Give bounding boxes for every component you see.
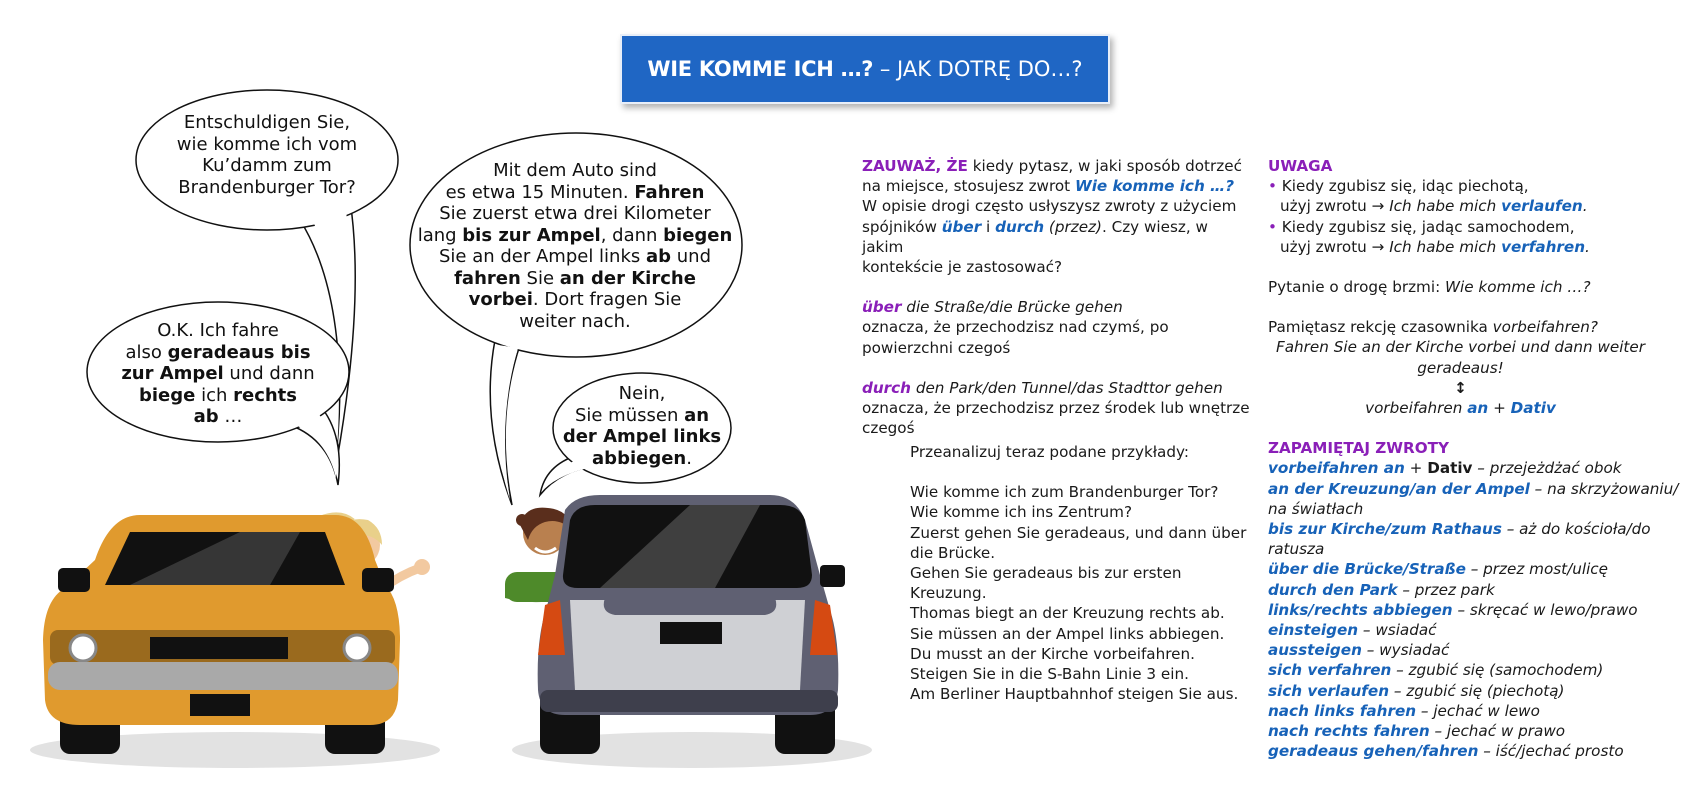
example-line: Steigen Sie in die S-Bahn Linie 3 ein. [910, 665, 1189, 684]
phrase-item: na światłach [1268, 499, 1364, 518]
phrase-item: über die Brücke/Straße – przez most/ulicę [1268, 560, 1608, 579]
phrase-item: aussteigen – wysiadać [1268, 641, 1450, 660]
rekcja-line: Pamiętasz rekcję czasownika vorbeifahren? [1268, 318, 1598, 337]
phrases-list [1268, 458, 1688, 761]
uwaga-column [1268, 156, 1688, 761]
bubble-woman-2-text: O.K. Ich fahre also geradeaus bis zur Ampel und dann biege ich rechts ab … [121, 320, 315, 427]
phrase-item: geradeaus gehen/fahren – iść/jechać prosto [1268, 742, 1624, 761]
example-line: Sie müssen an der Ampel links abbiegen. [910, 624, 1225, 643]
notes-column [862, 156, 1252, 438]
phrase-item: einsteigen – wsiadać [1268, 621, 1437, 640]
zauwaz-line-4: spójników über i durch (przez). Czy wiesz, w jakim [862, 217, 1208, 256]
phrase-item: links/rechts abbiegen – skręcać w lewo/prawo [1268, 600, 1638, 619]
uwaga-bullet-2-cont: użyj zwrotu → Ich habe mich verfahren. [1280, 237, 1590, 256]
uber-desc-2: powierzchni czegoś [862, 338, 1011, 357]
example-line: Wie komme ich ins Zentrum? [910, 503, 1133, 522]
uber-desc-1: oznacza, że przechodzisz nad czymś, po [862, 318, 1169, 337]
phrase-item: an der Kreuzung/an der Ampel – na skrzyżowaniu/ [1268, 479, 1679, 498]
examples-intro: Przeanalizuj teraz podane przykłady: [910, 443, 1190, 461]
example-line: Du musst an der Kirche vorbeifahren. [910, 644, 1195, 663]
phrase-item: nach links fahren – jechać w lewo [1268, 701, 1540, 720]
phrase-item: ratusza [1268, 540, 1325, 559]
examples-block [910, 442, 1260, 704]
zauwaz-line-5: kontekście je zastosować? [862, 258, 1063, 277]
uber-line: über die Straße/die Brücke gehen [862, 298, 1123, 317]
bubble-man-2-text: Nein, Sie müssen an der Ampel links abbiegen. [562, 383, 722, 469]
uwaga-bullet-1: • Kiedy zgubisz się, idąc piechotą, [1268, 177, 1529, 196]
phrase-item: sich verlaufen – zgubić się (piechotą) [1268, 681, 1565, 700]
example-line: die Brücke. [910, 543, 996, 562]
phrase-item: nach rechts fahren – jechać w prawo [1268, 722, 1566, 741]
example-line: Gehen Sie geradeaus bis zur ersten [910, 564, 1182, 583]
example-line: Kreuzung. [910, 584, 987, 603]
durch-desc-2: czegoś [862, 419, 915, 438]
page-title: WIE KOMME ICH …? – JAK DOTRĘ DO…? [647, 57, 1083, 81]
rekcja-example-1: Fahren Sie an der Kirche vorbei und dann weiter [1276, 338, 1645, 357]
phrases-heading: ZAPAMIĘTAJ ZWROTY [1268, 439, 1449, 458]
phrase-item: durch den Park – przez park [1268, 580, 1495, 599]
rekcja-example-2: geradeaus! [1417, 358, 1504, 377]
zauwaz-line-1: ZAUWAŻ, ŻE kiedy pytasz, w jaki sposób dotrzeć [862, 157, 1242, 175]
phrase-item: vorbeifahren an + Dativ – przejeżdżać obok [1268, 459, 1622, 478]
yellow-car [43, 515, 430, 754]
durch-desc-1: oznacza, że przechodzisz przez środek lub wnętrze [862, 399, 1250, 418]
example-line: Wie komme ich zum Brandenburger Tor? [910, 483, 1219, 502]
uwaga-heading: UWAGA [1268, 157, 1333, 175]
uwaga-bullet-1-cont: użyj zwrotu → Ich habe mich verlaufen. [1280, 197, 1588, 216]
example-line: Thomas biegt an der Kreuzung rechts ab. [910, 604, 1225, 623]
zauwaz-line-3: W opisie drogi często usłyszysz zwroty z użyciem [862, 197, 1237, 216]
updown-arrow-icon: ↕ [1454, 378, 1467, 397]
question-line: Pytanie o drogę brzmi: Wie komme ich …? [1268, 278, 1591, 297]
zauwaz-line-2: na miejsce, stosujesz zwrot Wie komme ich …? [862, 177, 1235, 196]
gray-car [505, 495, 845, 754]
example-line: Am Berliner Hauptbahnhof steigen Sie aus. [910, 685, 1239, 704]
durch-line: durch den Park/den Tunnel/das Stadttor gehen [862, 378, 1223, 397]
example-line: Zuerst gehen Sie geradeaus, und dann über [910, 523, 1247, 542]
rekcja-formula: vorbeifahren an + Dativ [1365, 399, 1556, 418]
bubble-woman-1-text: Entschuldigen Sie, wie komme ich vom Ku’damm zum Brandenburger Tor? [176, 112, 358, 198]
bubble-man-1-text: Mit dem Auto sind es etwa 15 Minuten. Fahren Sie zuerst etwa drei Kilometer lang bis zur Ampel, dann biegen Sie an der Ampel links ab und fahren Sie an der Kirche vorbei. Dort fragen Sie weiter nach. [417, 160, 733, 332]
phrase-item: bis zur Kirche/zum Rathaus – aż do kościoła/do [1268, 520, 1651, 539]
phrase-item: sich verfahren – zgubić się (samochodem) [1268, 661, 1604, 680]
uwaga-bullet-2: • Kiedy zgubisz się, jadąc samochodem, [1268, 217, 1575, 236]
